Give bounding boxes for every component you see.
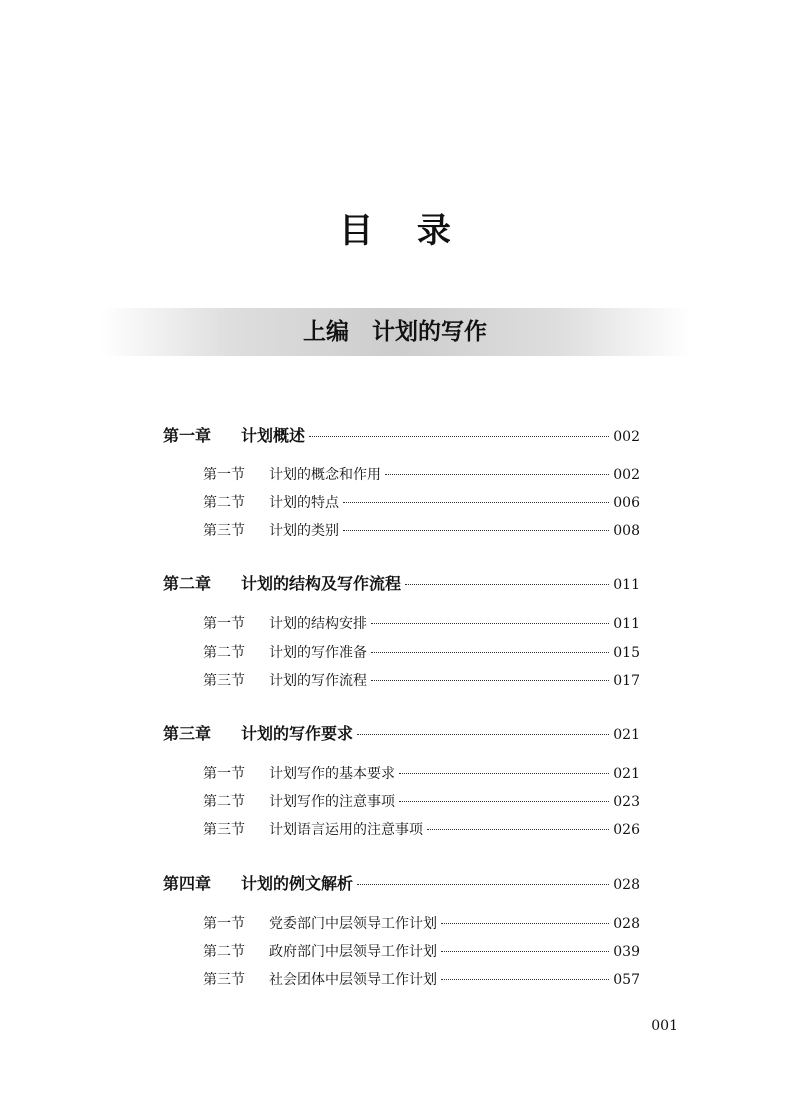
- section-number: 第三节: [203, 822, 245, 838]
- dot-leader: [357, 884, 609, 885]
- dot-leader: [427, 829, 609, 830]
- dot-leader: [371, 652, 609, 653]
- section-title: 计划的写作准备: [269, 645, 367, 661]
- dot-leader: [357, 734, 609, 735]
- chapter-page: 021: [613, 727, 640, 743]
- chapter-number: 第四章: [163, 874, 212, 893]
- section-title: 社会团体中层领导工作计划: [269, 972, 437, 988]
- dot-leader: [371, 680, 609, 681]
- dot-leader: [441, 979, 609, 980]
- section-page: 002: [613, 467, 640, 483]
- chapter-number: 第一章: [163, 426, 212, 445]
- section-number: 第二节: [203, 645, 245, 661]
- section-page: 008: [613, 523, 640, 539]
- toc-section-2-3[interactable]: [203, 670, 640, 692]
- section-number: 第二节: [203, 794, 245, 810]
- part-title: 上编 计划的写作: [303, 319, 487, 345]
- dot-leader: [441, 951, 609, 952]
- section-title: 计划语言运用的注意事项: [269, 822, 423, 838]
- section-page: 026: [613, 822, 640, 838]
- section-title: 计划写作的注意事项: [269, 794, 395, 810]
- section-title: 政府部门中层领导工作计划: [269, 944, 437, 960]
- section-page: 039: [613, 944, 640, 960]
- page-title: 目 录: [339, 211, 467, 251]
- toc-section-4-2[interactable]: [203, 941, 640, 963]
- toc-chapter-4[interactable]: [163, 872, 640, 897]
- chapter-page: 002: [613, 429, 640, 445]
- section-page: 023: [613, 794, 640, 810]
- chapter-page: 028: [613, 877, 640, 893]
- dot-leader: [371, 623, 609, 624]
- section-page: 011: [613, 616, 640, 632]
- chapter-title: 计划的结构及写作流程: [241, 574, 402, 593]
- toc-section-2-1[interactable]: [203, 613, 640, 635]
- section-number: 第一节: [203, 467, 245, 483]
- section-number: 第二节: [203, 944, 245, 960]
- chapter-title: 计划的例文解析: [241, 874, 354, 893]
- section-page: 017: [613, 673, 640, 689]
- section-number: 第三节: [203, 673, 245, 689]
- dot-leader: [399, 773, 609, 774]
- chapter-page: 011: [613, 577, 640, 593]
- dot-leader: [405, 584, 609, 585]
- chapter-number: 第二章: [163, 574, 212, 593]
- section-number: 第一节: [203, 616, 245, 632]
- section-title: 计划的类别: [269, 523, 339, 539]
- dot-leader: [309, 436, 609, 437]
- section-page: 006: [613, 495, 640, 511]
- section-title: 计划的写作流程: [269, 673, 367, 689]
- chapter-number: 第三章: [163, 724, 212, 743]
- toc-section-3-1[interactable]: [203, 763, 640, 785]
- chapter-title: 计划概述: [241, 426, 306, 445]
- section-number: 第三节: [203, 523, 245, 539]
- section-number: 第一节: [203, 916, 245, 932]
- toc-section-1-1[interactable]: [203, 464, 640, 486]
- section-page: 028: [613, 916, 640, 932]
- section-title: 计划的概念和作用: [269, 467, 381, 483]
- section-title: 计划的特点: [269, 495, 339, 511]
- chapter-title: 计划的写作要求: [241, 724, 354, 743]
- dot-leader: [441, 923, 609, 924]
- dot-leader: [343, 530, 609, 531]
- toc-chapter-1[interactable]: [163, 424, 640, 449]
- toc-section-4-3[interactable]: [203, 969, 640, 991]
- dot-leader: [399, 801, 609, 802]
- dot-leader: [343, 502, 609, 503]
- section-number: 第二节: [203, 495, 245, 511]
- toc-section-3-2[interactable]: [203, 791, 640, 813]
- toc-section-1-2[interactable]: [203, 492, 640, 514]
- section-page: 015: [613, 645, 640, 661]
- toc-chapter-2[interactable]: [163, 572, 640, 597]
- section-title: 计划写作的基本要求: [269, 766, 395, 782]
- section-page: 057: [613, 972, 640, 988]
- section-title: 计划的结构安排: [269, 616, 367, 632]
- section-title: 党委部门中层领导工作计划: [269, 916, 437, 932]
- dot-leader: [385, 474, 609, 475]
- page-number: 001: [651, 1018, 678, 1034]
- toc-section-4-1[interactable]: [203, 913, 640, 935]
- toc-section-3-3[interactable]: [203, 819, 640, 841]
- toc-section-2-2[interactable]: [203, 642, 640, 664]
- toc-section-1-3[interactable]: [203, 520, 640, 542]
- section-page: 021: [613, 766, 640, 782]
- toc-chapter-3[interactable]: [163, 722, 640, 747]
- section-number: 第一节: [203, 766, 245, 782]
- section-number: 第三节: [203, 972, 245, 988]
